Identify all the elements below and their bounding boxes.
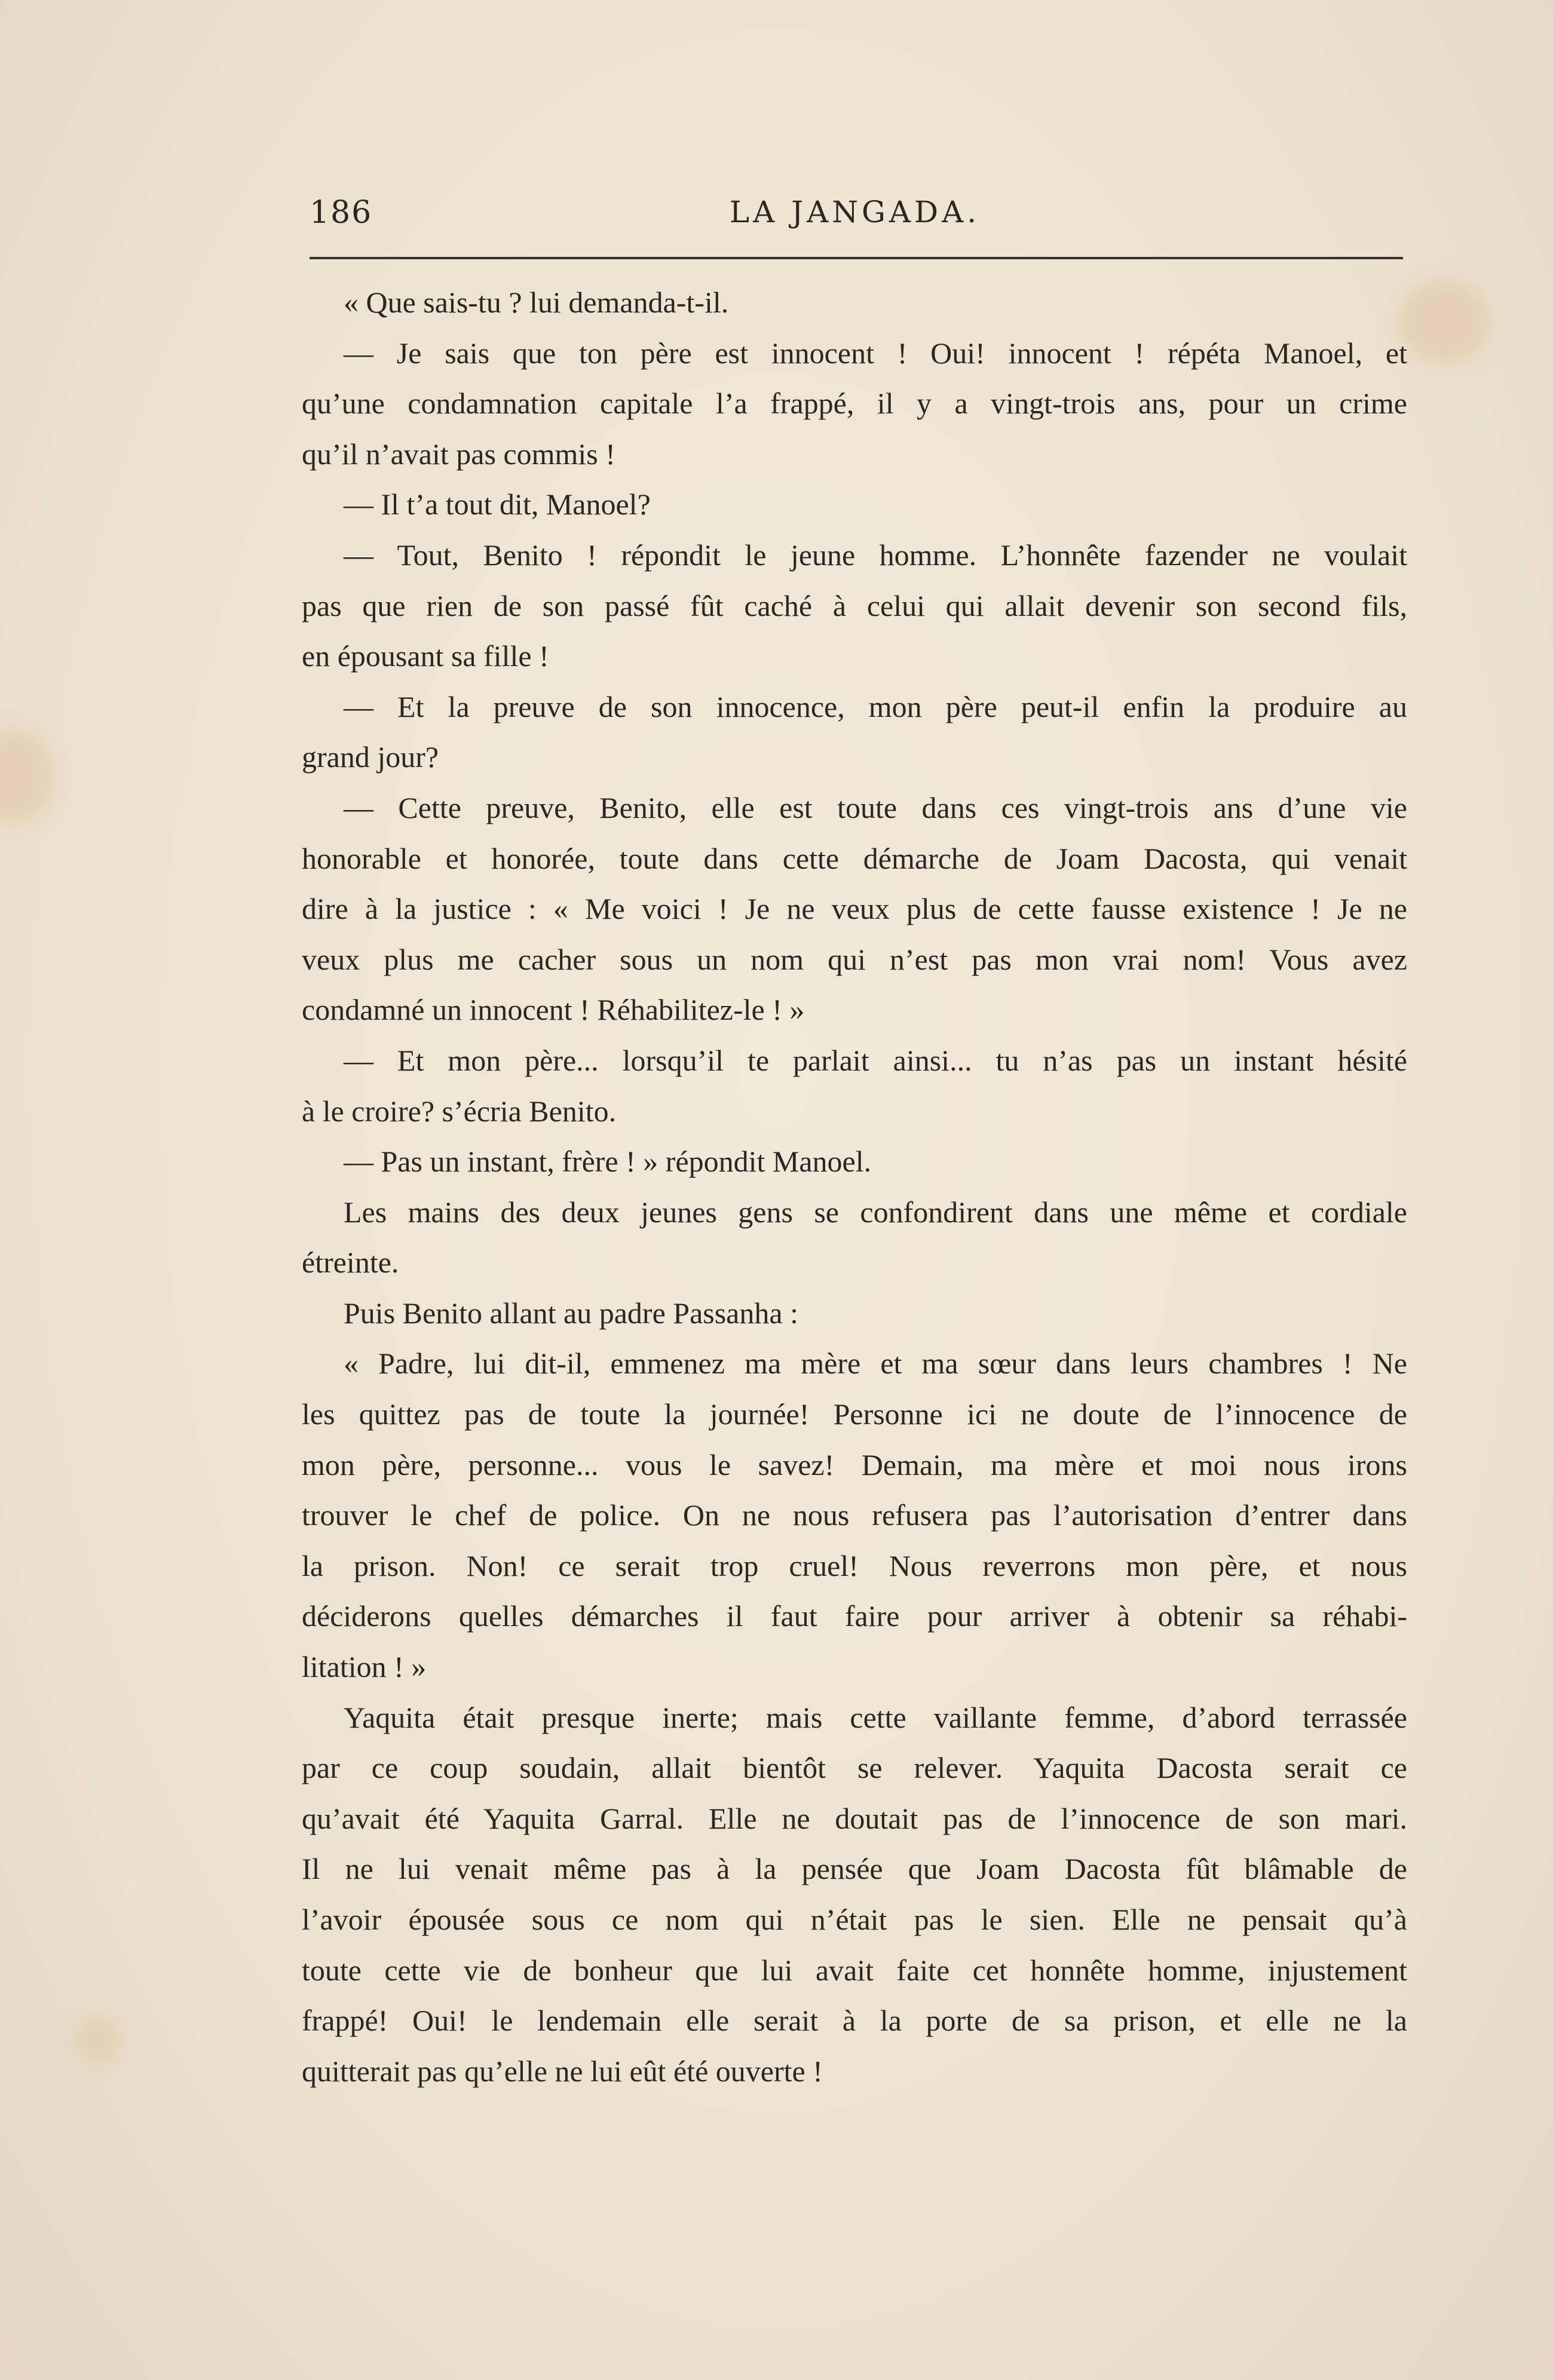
body-text	[302, 277, 1407, 2096]
text-line: Yaquita était presque inerte; mais cette vaillante femme, d’abord terrassée	[344, 1700, 1407, 1734]
text-line: pas que rien de son passé fût caché à celui qui allait devenir son second fils,	[302, 588, 1407, 622]
text-line: qu’avait été Yaquita Garral. Elle ne doutait pas de l’innocence de son mari.	[302, 1801, 1407, 1835]
text-line: frappé! Oui! le lendemain elle serait à la porte de sa prison, et elle ne la	[302, 2004, 1407, 2038]
text-line: « Que sais-tu ? lui demanda-t-il.	[344, 286, 729, 319]
text-line: mon père, personne... vous le savez! Demain, ma mère et moi nous irons	[302, 1447, 1407, 1482]
text-line: quitterait pas qu’elle ne lui eût été ouverte !	[302, 2054, 823, 2088]
paper-stain	[0, 729, 54, 824]
text-line: trouver le chef de police. On ne nous refusera pas l’autorisation d’entrer dans	[302, 1498, 1407, 1532]
text-line: — Et mon père... lorsqu’il te parlait ainsi... tu n’as pas un instant hésité	[344, 1043, 1407, 1077]
text-line: dire à la justice : « Me voici ! Je ne veux plus de cette fausse existence ! Je ne	[302, 892, 1407, 926]
page-number: 186	[310, 195, 373, 231]
text-line: — Tout, Benito ! répondit le jeune homme. L’honnête fazender ne voulait	[344, 538, 1407, 572]
text-line: — Et la preuve de son innocence, mon père peut-il enfin la produire au	[344, 689, 1407, 723]
text-line: veux plus me cacher sous un nom qui n’est pas mon vrai nom! Vous avez	[302, 942, 1407, 976]
text-line: litation ! »	[302, 1650, 427, 1684]
text-line: — Je sais que ton père est innocent ! Oui! innocent ! répéta Manoel, et	[344, 336, 1407, 370]
text-line: honorable et honorée, toute dans cette démarche de Joam Dacosta, qui venait	[302, 841, 1407, 875]
text-line: — Cette preuve, Benito, elle est toute dans ces vingt-trois ans d’une vie	[344, 790, 1407, 824]
text-line: qu’il n’avait pas commis !	[302, 437, 615, 471]
paper-stain	[78, 2019, 120, 2061]
text-line: « Padre, lui dit-il, emmenez ma mère et ma sœur dans leurs chambres ! Ne	[344, 1347, 1407, 1381]
text-line: Il ne lui venait même pas à la pensée que Joam Dacosta fût blâmable de	[302, 1852, 1407, 1886]
paper-stain	[1398, 281, 1488, 364]
text-line: condamné un innocent ! Réhabilitez-le ! »	[302, 993, 805, 1027]
text-line: à le croire? s’écria Benito.	[302, 1094, 617, 1128]
text-line: Les mains des deux jeunes gens se confondirent dans une même et cordiale	[344, 1195, 1407, 1229]
text-line: l’avoir épousée sous ce nom qui n’était pas le sien. Elle ne pensait qu’à	[302, 1903, 1407, 1936]
text-line: en épousant sa fille !	[302, 639, 549, 673]
text-line: qu’une condamnation capitale l’a frappé, il y a vingt-trois ans, pour un crime	[302, 387, 1407, 421]
header-rule	[310, 257, 1403, 259]
running-title: LA JANGADA.	[729, 195, 981, 229]
text-line: grand jour?	[302, 740, 439, 774]
text-line: Puis Benito allant au padre Passanha :	[344, 1296, 798, 1330]
text-line: les quittez pas de toute la journée! Personne ici ne doute de l’innocence de	[302, 1397, 1407, 1431]
text-line: la prison. Non! ce serait trop cruel! Nous reverrons mon père, et nous	[302, 1548, 1407, 1582]
text-line: par ce coup soudain, allait bientôt se relever. Yaquita Dacosta serait ce	[302, 1751, 1407, 1785]
text-line: — Pas un instant, frère ! » répondit Manoel.	[344, 1145, 872, 1179]
text-line: toute cette vie de bonheur que lui avait faite cet honnête homme, injustement	[302, 1953, 1407, 1987]
text-line: étreinte.	[302, 1246, 399, 1280]
text-line: déciderons quelles démarches il faut faire pour arriver à obtenir sa réhabi-	[302, 1599, 1407, 1633]
page-header	[310, 195, 1400, 243]
text-line: — Il t’a tout dit, Manoel?	[344, 487, 651, 522]
